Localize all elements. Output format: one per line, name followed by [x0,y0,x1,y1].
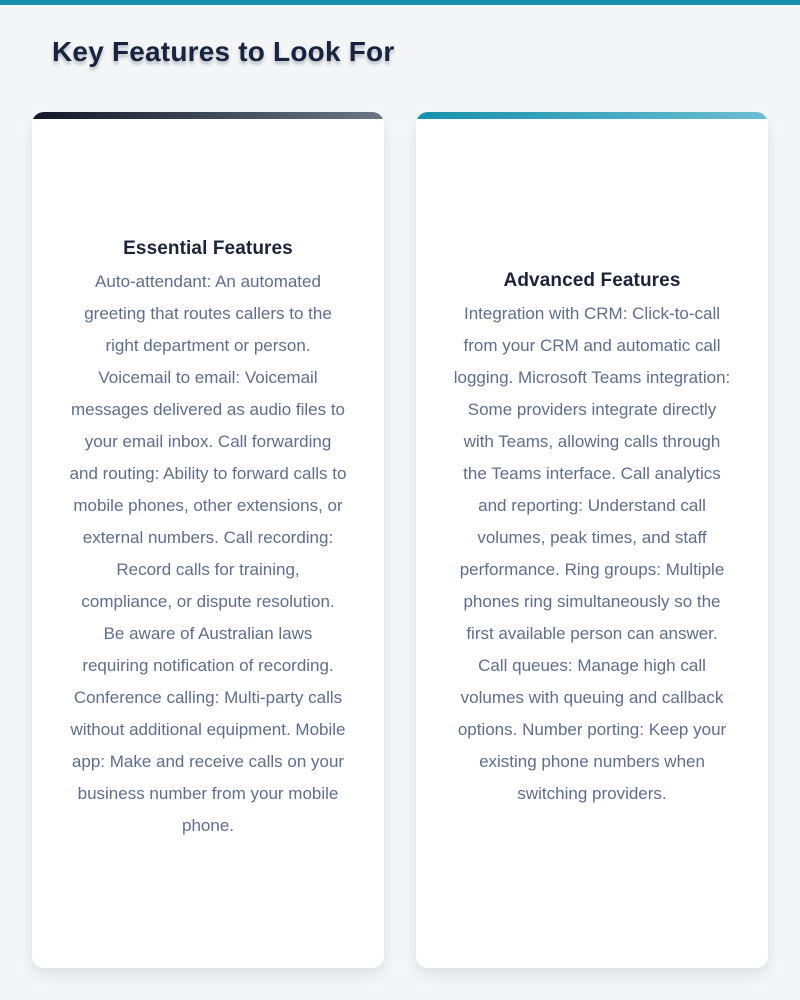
card-body-essential-features: Auto-attendant: An automated greeting that routes callers to the right department or person. Voicemail to email: Voicemail messages delivered as audio files to your email inbox. Call forwarding and routing: Ability to forward calls to mobile phones, other extensions, or external numbers. Call recording: Record calls for training, compliance, or dispute resolution. Be aware of Australian laws requiring notification of recording. Conference calling: Multi-party calls without additional equipment. Mobile app: Make and receive calls on your business number from your mobile phone. [69,272,347,835]
card-title-advanced-features: Advanced Features [503,270,681,291]
card-accent-bar [32,112,384,119]
page-top-accent-strip [0,0,800,5]
card-essential-features [32,112,384,968]
feature-cards-row [32,112,768,968]
card-accent-bar [416,112,768,119]
card-advanced-features [416,112,768,968]
card-body-advanced-features: Integration with CRM: Click-to-call from your CRM and automatic call logging. Microsoft Teams integration: Some providers integrate directly with Teams, allowing calls through the Teams interface. Call analytics and reporting: Understand call volumes, peak times, and staff performance. Ring groups: Multiple phones ring simultaneously so the first available person can answer. Call queues: Manage high call volumes with queuing and callback options. Number porting: Keep your existing phone numbers when switching providers. [453,304,731,803]
page-title: Key Features to Look For [52,36,395,67]
card-title-essential-features: Essential Features [123,238,293,259]
